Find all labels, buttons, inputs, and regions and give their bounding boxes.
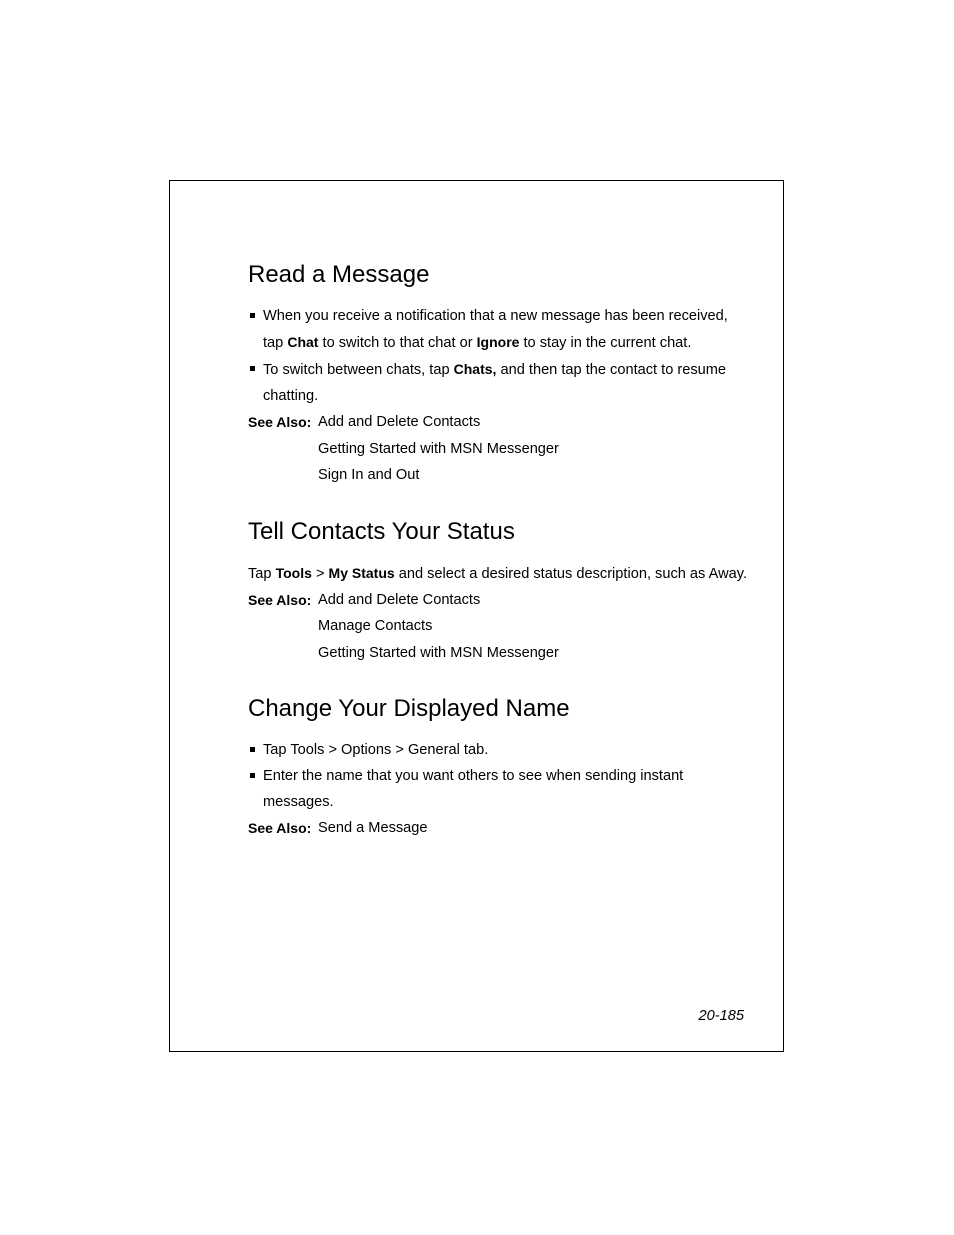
see-also-links — [318, 815, 748, 842]
para-text: and select a desired status description, such as Away. — [394, 565, 747, 582]
see-also-label: See Also: — [248, 414, 312, 430]
see-also-link[interactable]: Manage Contacts — [318, 618, 433, 634]
list-item — [248, 763, 748, 815]
square-bullet-icon — [250, 313, 255, 318]
see-also — [248, 409, 748, 489]
see-also-label: See Also: — [248, 820, 312, 836]
see-also-links — [318, 409, 748, 489]
tools-command: Tools — [275, 564, 312, 581]
para-text: > — [311, 565, 329, 582]
section-title: Change Your Displayed Name — [248, 695, 570, 722]
see-also-label: See Also: — [248, 591, 312, 608]
see-also-link[interactable]: Sign In and Out — [318, 467, 420, 483]
para-text: Tap — [248, 565, 276, 582]
chat-command: Chat — [287, 334, 319, 350]
see-also-link[interactable]: Getting Started with MSN Messenger — [318, 440, 559, 457]
square-bullet-icon — [250, 773, 255, 778]
section-change-your-displayed-name — [248, 692, 748, 842]
square-bullet-icon — [250, 366, 255, 371]
see-also-links — [318, 587, 748, 667]
list-item — [248, 356, 748, 409]
chats-command: Chats, — [453, 361, 497, 377]
item-text: To switch between chats, tap — [263, 362, 454, 378]
see-also-link[interactable]: Add and Delete Contacts — [318, 414, 481, 430]
square-bullet-icon — [250, 747, 255, 752]
see-also — [248, 815, 748, 842]
list-item — [248, 737, 748, 763]
my-status-command: My Status — [328, 564, 395, 581]
item-text: When you receive a notification that a new message has been received, tap — [263, 308, 728, 351]
section-tell-contacts-your-status — [248, 515, 748, 667]
section-title: Tell Contacts Your Status — [248, 517, 515, 545]
item-text: Tap Tools > Options > General tab. — [263, 742, 489, 758]
section-title: Read a Message — [248, 261, 430, 288]
page-number: 20-185 — [698, 1008, 744, 1024]
see-also-link[interactable]: Send a Message — [318, 820, 428, 836]
page-content — [248, 258, 748, 868]
item-text: Enter the name that you want others to see when sending instant messages. — [263, 768, 684, 810]
list-item — [248, 303, 748, 356]
item-text: to stay in the current chat. — [519, 335, 692, 351]
item-text: to switch to that chat or — [318, 335, 477, 351]
item-text: and then tap the contact to resume chatting. — [263, 362, 727, 404]
bullet-list — [248, 737, 748, 815]
ignore-command: Ignore — [476, 334, 520, 350]
paragraph — [248, 560, 748, 587]
see-also-link[interactable]: Add and Delete Contacts — [318, 591, 481, 608]
bullet-list — [248, 303, 748, 409]
see-also-link[interactable]: Getting Started with MSN Messenger — [318, 644, 559, 661]
see-also — [248, 587, 748, 667]
section-read-a-message — [248, 258, 748, 489]
